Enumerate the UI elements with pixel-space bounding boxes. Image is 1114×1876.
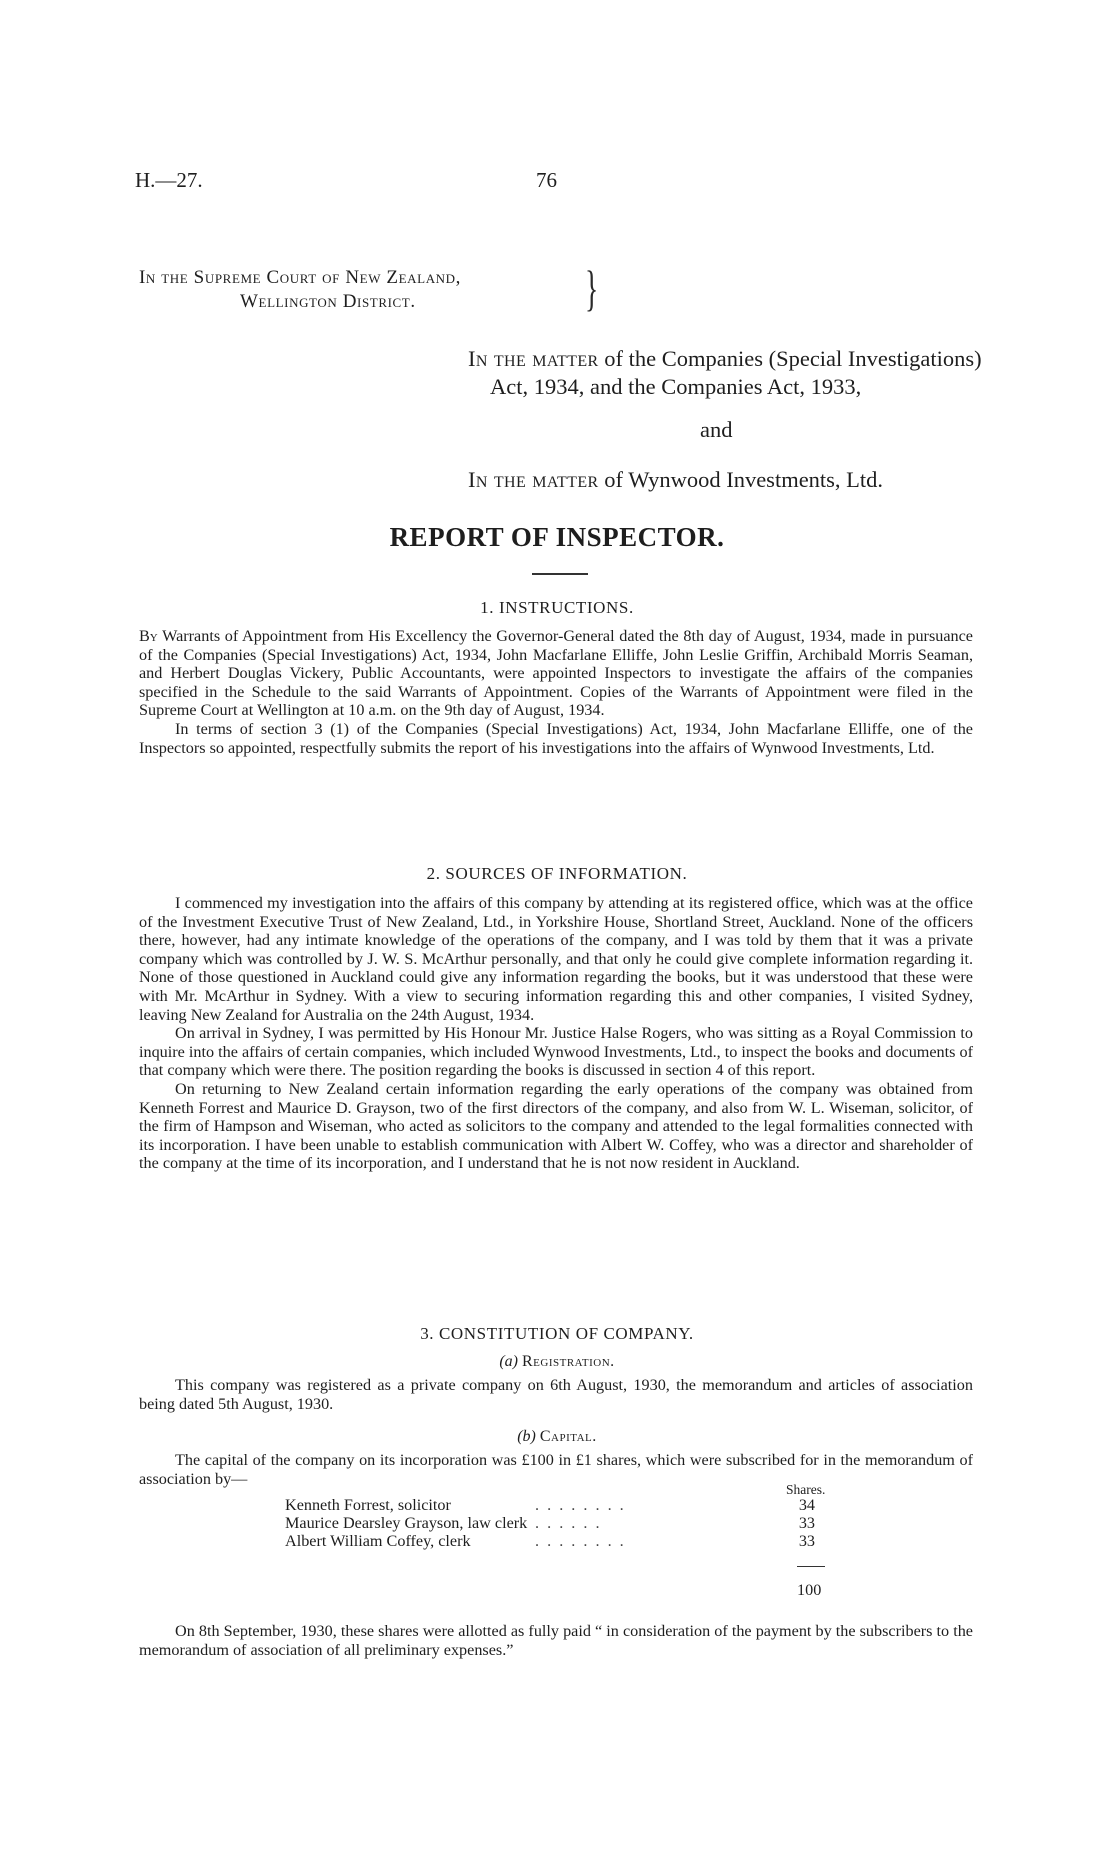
subsection-a-label: (a) xyxy=(499,1353,518,1370)
section-2-paragraph-2: On arrival in Sydney, I was permitted by His Honour Mr. Justice Halse Rogers, who was sitting as a Royal Commission to inquire into the affairs of certain companies, which included Wynwood Investments, Ltd., to inspect the books and documents of that company which were there. The position regarding the books is discussed in section 4 of this report. xyxy=(139,1024,973,1080)
document-reference: H.—27. xyxy=(135,168,203,192)
matter-text-1: of the Companies (Special Investigations) Act, 1934, and the Companies Act, 1933, xyxy=(490,346,982,399)
section-1-lead-word: By xyxy=(139,627,158,645)
subscribers-table xyxy=(285,1496,815,1550)
matter-lead-2: In the matter xyxy=(468,467,599,492)
section-2-paragraph-3: On returning to New Zealand certain information regarding the early operations of the company was obtained from Kenneth Forrest and Maurice D. Grayson, two of the first directors of the company, and also from W. L. Wiseman, solicitor, of the firm of Hampson and Wiseman, who acted as solicitors to the company and attended to the legal formalities connected with its incorporation. I have been unable to establish communication with Albert W. Coffey, who was a director and shareholder of the company at the time of its incorporation, and I understand that he is not now resident in Auckland. xyxy=(139,1079,973,1173)
matter-lead-1: In the matter xyxy=(468,346,599,371)
subsection-a-paragraph: This company was registered as a private company on 6th August, 1930, the memorandum and articles of association being dated 5th August, 1930. xyxy=(139,1376,973,1413)
section-2-paragraph-1: I commenced my investigation into the affairs of this company by attending at its registered office, which was at the office of the Investment Executive Trust of New Zealand, Ltd., in Yorkshire House, Shortland Street, Auckland. None of the officers there, however, had any intimate knowledge of the operations of the company, and I was told by them that it was a private company which was controlled by J. W. S. McArthur personally, and that only he could give complete information regarding it. None of those questioned in Auckland could give any information regarding the books, but it was understood that these were with Mr. McArthur in Sydney. With a view to securing information regarding this and other companies, I visited Sydney, leaving New Zealand for Australia on the 24th August, 1934. xyxy=(139,894,973,1024)
section-1-paragraph-2: In terms of section 3 (1) of the Companies (Special Investigations) Act, 1934, John Macfarlane Elliffe, one of the Inspectors so appointed, respectfully submits the report of his investigations into the affairs of Wynwood Investments, Ltd. xyxy=(139,719,973,757)
court-line-2: Wellington District. xyxy=(240,291,416,312)
section-2-body xyxy=(139,894,973,1173)
title-rule xyxy=(532,573,588,575)
subsection-b-heading xyxy=(0,1428,1114,1446)
subscriber-shares: 33 xyxy=(798,1514,815,1532)
and-connector: and xyxy=(700,417,733,442)
sum-rule xyxy=(797,1566,825,1567)
subsection-a-body xyxy=(139,1376,973,1413)
table-row xyxy=(285,1532,815,1550)
section-3-heading: 3. CONSTITUTION OF COMPANY. xyxy=(420,1324,694,1343)
subsection-b-body xyxy=(139,1451,973,1488)
leader-dots: . . . . . . xyxy=(535,1514,602,1532)
section-2-heading: 2. SOURCES OF INFORMATION. xyxy=(426,864,688,883)
subscriber-name: Kenneth Forrest, solicitor xyxy=(285,1496,451,1514)
leader-dots: . . . . . . . . xyxy=(535,1532,626,1550)
brace-mark: } xyxy=(585,260,599,316)
section-1-paragraph-1 xyxy=(139,627,973,720)
matter-block-1 xyxy=(468,345,988,401)
subsection-a-title: Registration. xyxy=(521,1353,615,1370)
shares-column-heading: Shares. xyxy=(786,1482,826,1497)
subsection-b-paragraph: The capital of the company on its incorporation was £100 in £1 shares, which were subscribed for in the memorandum of association by— xyxy=(139,1451,973,1488)
shares-total: 100 xyxy=(797,1581,822,1599)
subscriber-name: Maurice Dearsley Grayson, law clerk xyxy=(285,1514,528,1532)
closing-paragraph: On 8th September, 1930, these shares were allotted as fully paid “ in consideration of the payment by the subscribers to the memorandum of association of all preliminary expenses.” xyxy=(139,1622,973,1659)
court-caption xyxy=(139,266,461,314)
subsection-b-title: Capital. xyxy=(539,1428,597,1445)
section-1-body xyxy=(139,627,973,757)
report-title: REPORT OF INSPECTOR. xyxy=(389,522,725,552)
court-line-1: In the Supreme Court of New Zealand, xyxy=(139,267,462,288)
page-number: 76 xyxy=(536,168,557,192)
subsection-a-heading xyxy=(0,1353,1114,1371)
subscriber-name: Albert William Coffey, clerk xyxy=(285,1532,471,1550)
leader-dots: . . . . . . . . xyxy=(535,1496,626,1514)
subscriber-shares: 33 xyxy=(798,1532,815,1550)
subscriber-shares: 34 xyxy=(798,1496,815,1514)
table-row xyxy=(285,1514,815,1532)
section-1-heading: 1. INSTRUCTIONS. xyxy=(480,598,634,617)
subsection-b-label: (b) xyxy=(517,1428,536,1445)
closing-body xyxy=(139,1622,973,1659)
matter-text-2: of Wynwood Investments, Ltd. xyxy=(604,467,884,492)
matter-block-2 xyxy=(468,466,988,494)
section-1-paragraph-1-text: Warrants of Appointment from His Excellency the Governor-General dated the 8th day of August, 1934, made in pursuance of the Companies (Special Investigations) Act, 1934, John Macfarlane Elliffe, John Leslie Griffin, Archibald Morris Seaman, and Herbert Douglas Vickery, Public Accountants, were appointed Inspectors to investigate the affairs of the companies specified in the Schedule to the said Warrants of Appointment. Copies of the Warrants of Appointment were filed in the Supreme Court at Wellington at 10 a.m. on the 9th day of August, 1934. xyxy=(139,627,973,720)
table-row xyxy=(285,1496,815,1514)
